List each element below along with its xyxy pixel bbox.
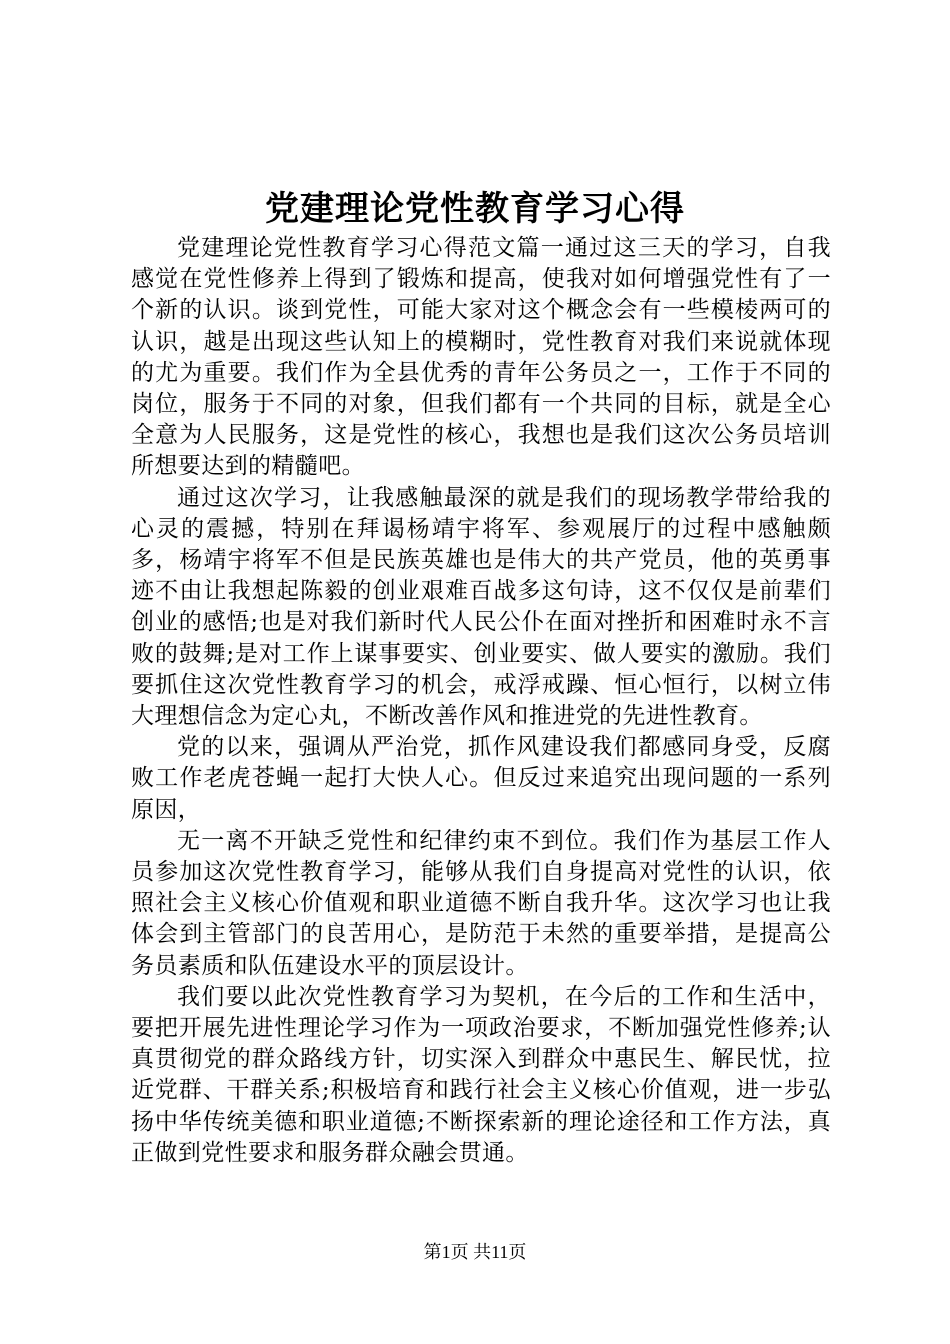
paragraph-4: 无一离不开缺乏党性和纪律约束不到位。我们作为基层工作人员参加这次党性教育学习，能够从我们自身提高对党性的认识，依照社会主义核心价值观和职业道德不断自我升华。这次学习也让我体会到主管部门的良苦用心，是防范于未然的重要举措，是提高公务员素质和队伍建设水平的顶层设计。: [131, 827, 831, 979]
paragraph-2: 通过这次学习，让我感触最深的就是我们的现场教学带给我的心灵的震撼，特别在拜谒杨靖宇将军、参观展厅的过程中感触颇多，杨靖宇将军不但是民族英雄也是伟大的共产党员，他的英勇事迹不由让我想起陈毅的创业艰难百战多这句诗，这不仅仅是前辈们创业的感悟;也是对我们新时代人民公仆在面对挫折和困难时永不言败的鼓舞;是对工作上谋事要实、创业要实、做人要实的激励。我们要抓住这次党性教育学习的机会，戒浮戒躁、恒心恒行，以树立伟大理想信念为定心丸，不断改善作风和推进党的先进性教育。: [131, 484, 831, 730]
paragraph-1: 党建理论党性教育学习心得范文篇一通过这三天的学习，自我感觉在党性修养上得到了锻炼和提高，使我对如何增强党性有了一个新的认识。谈到党性，可能大家对这个概念会有一些模棱两可的认识，越是出现这些认知上的模糊时，党性教育对我们来说就体现的尤为重要。我们作为全县优秀的青年公务员之一，工作于不同的岗位，服务于不同的对象，但我们都有一个共同的目标，就是全心全意为人民服务，这是党性的核心，我想也是我们这次公务员培训所想要达到的精髓吧。: [131, 235, 831, 480]
paragraph-5: 我们要以此次党性教育学习为契机，在今后的工作和生活中，要把开展先进性理论学习作为一项政治要求，不断加强党性修养;认真贯彻党的群众路线方针，切实深入到群众中惠民生、解民忧，拉近党群、干群关系;积极培育和践行社会主义核心价值观，进一步弘扬中华传统美德和职业道德;不断探索新的理论途径和工作方法，真正做到党性要求和服务群众融会贯通。: [131, 983, 831, 1166]
document-body: [131, 233, 831, 1169]
paragraph-3: 党的以来，强调从严治党，抓作风建设我们都感同身受，反腐败工作老虎苍蝇一起打大快人心。但反过来追究出现问题的一系列原因，: [131, 734, 831, 823]
page-footer: 第1页 共11页: [423, 1242, 527, 1262]
document-title: 党建理论党性教育学习心得: [265, 189, 685, 229]
